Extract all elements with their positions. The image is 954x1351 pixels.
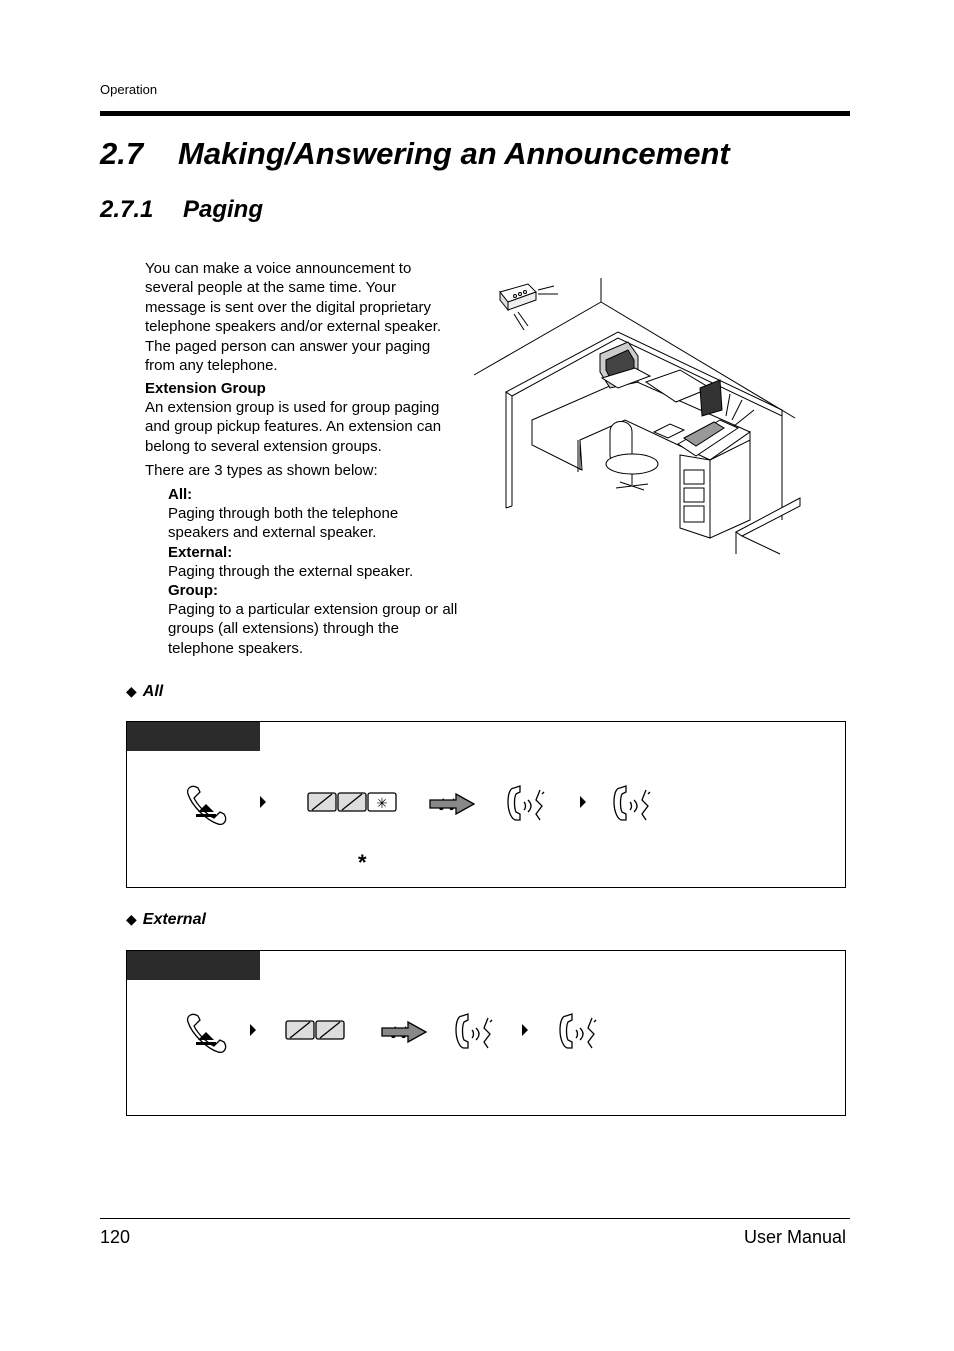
star-key-icon: ✳: [376, 796, 388, 812]
type-label-group: Group:: [168, 582, 218, 600]
header-rule: [100, 111, 850, 116]
section-label-all: [126, 683, 163, 701]
confirmation-tone-icon: [382, 1022, 426, 1042]
section-label-all-text: All: [142, 683, 164, 700]
office-paging-illustration: [470, 270, 810, 560]
operation-steps-all: [120, 780, 680, 830]
operation-steps-external: [120, 1008, 640, 1058]
dial-keys-icon: [308, 793, 396, 812]
section-label-external: [126, 911, 206, 929]
arrow-icon: [260, 796, 266, 808]
talk-icon: [614, 786, 650, 820]
arrow-icon: [580, 796, 586, 808]
arrow-icon: [522, 1024, 528, 1036]
intro-paragraph: You can make a voice announcement to several people at the same time. Your message is sent over the digital proprietary telephone speakers and/or external speaker. The paged person can answer your paging from any telephone.: [145, 260, 442, 375]
confirmation-tone-icon: [430, 794, 474, 814]
type-label-all: All:: [168, 486, 193, 503]
subtitle-text: Paging: [183, 196, 264, 223]
diamond-bullet-icon: ◆: [126, 911, 137, 927]
dial-keys-icon: [286, 1021, 344, 1039]
extension-tab: [127, 722, 260, 751]
type-text-group: Paging to a particular extension group or all groups (all extensions) through the telephone speakers.: [168, 601, 458, 657]
title-text: Making/Answering an Announcement: [178, 136, 730, 171]
arrow-icon: [250, 1024, 256, 1036]
type-text-all: Paging through both the telephone speakers and external speaker.: [168, 505, 399, 542]
off-hook-icon: [188, 786, 226, 824]
talk-icon: [456, 1014, 492, 1048]
manual-title: User Manual: [743, 1227, 846, 1247]
external-speaker-icon: [500, 284, 558, 330]
footer-rule: [100, 1218, 850, 1219]
page-number: 120: [100, 1227, 131, 1247]
section-title: [100, 196, 263, 224]
type-label-external: External:: [168, 543, 233, 561]
talk-icon: [508, 786, 544, 820]
running-header: Operation: [100, 82, 158, 97]
types-intro: There are 3 types as shown below:: [145, 462, 378, 479]
star-note: *: [358, 850, 367, 875]
title-number: 2.7: [100, 136, 144, 171]
page-title: [100, 136, 730, 172]
off-hook-icon: [188, 1014, 226, 1052]
diamond-bullet-icon: ◆: [126, 683, 137, 699]
section-label-external-text: External: [142, 911, 206, 928]
extension-group-paragraph: An extension group is used for group paging and group pickup features. An extension can belong to several extension groups.: [145, 399, 442, 455]
extension-group-heading: Extension Group: [145, 380, 266, 397]
subtitle-number: 2.7.1: [100, 196, 154, 223]
extension-tab: [127, 951, 260, 980]
talk-icon: [560, 1014, 596, 1048]
type-text-external: Paging through the external speaker.: [168, 562, 414, 580]
paging-types-list: [168, 485, 458, 658]
